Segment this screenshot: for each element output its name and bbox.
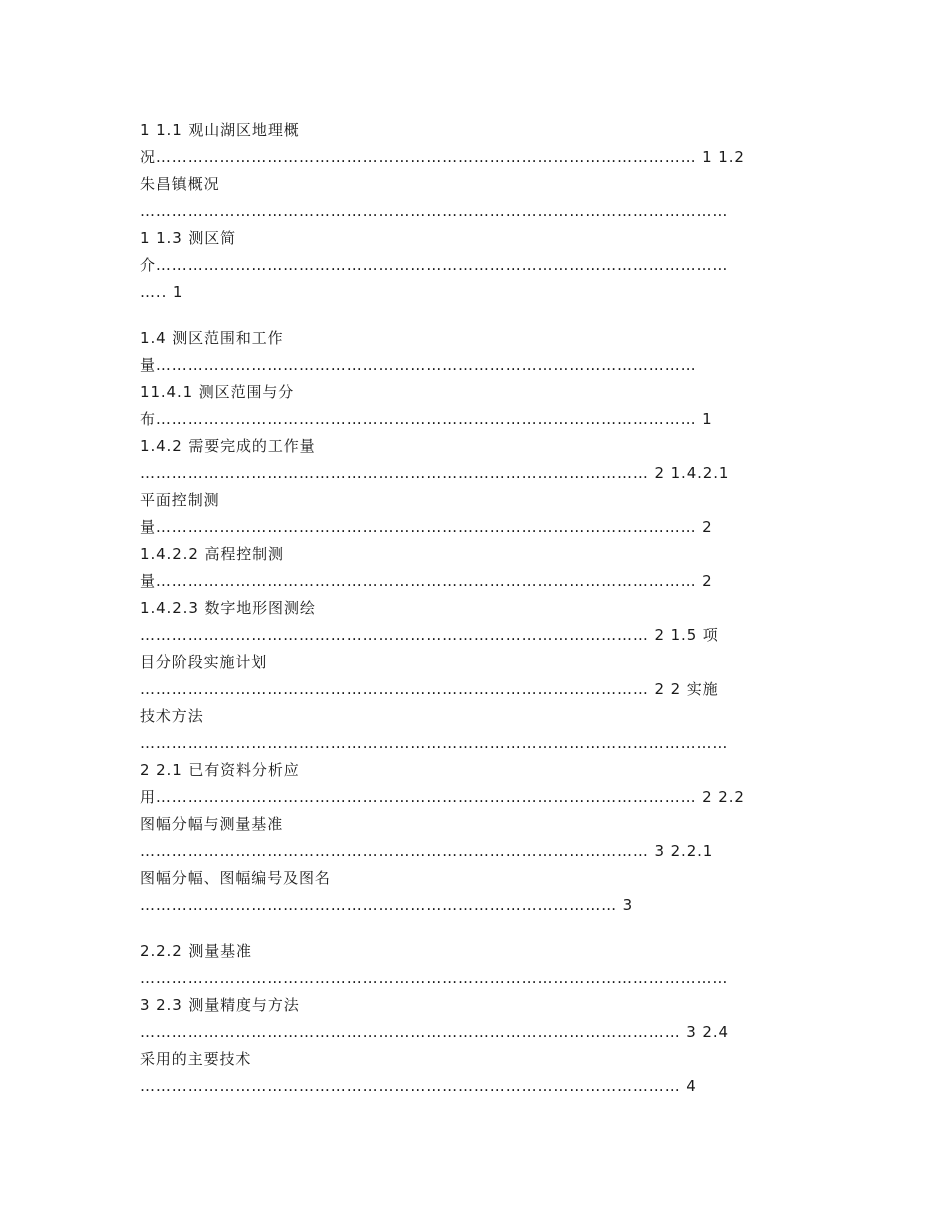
toc-line: …………………………………………………………………………………… 2 1.4.2.1 bbox=[140, 464, 730, 482]
toc-line: 3 2.3 测量精度与方法 bbox=[140, 996, 300, 1014]
toc-line: 量………………………………………………………………………………………… 2 bbox=[140, 518, 713, 536]
toc-line: 图幅分幅与测量基准 bbox=[140, 815, 284, 833]
toc-line: 1.4.2.2 高程控制测 bbox=[140, 545, 284, 563]
toc-line: ………………………………………………………………………………………………… bbox=[140, 734, 729, 752]
toc-line: …………………………………………………………………………………… 2 2 实施 bbox=[140, 680, 719, 698]
toc-line: 介……………………………………………………………………………………………… bbox=[140, 256, 729, 274]
toc-line: 用………………………………………………………………………………………… 2 2.2 bbox=[140, 788, 745, 806]
toc-line: 11.4.1 测区范围与分 bbox=[140, 383, 295, 401]
toc-line: …………………………………………………………………………………… 2 1.5 项 bbox=[140, 626, 719, 644]
toc-line: 图幅分幅、图幅编号及图名 bbox=[140, 869, 331, 887]
toc-line: 采用的主要技术 bbox=[140, 1050, 252, 1068]
section-spacer bbox=[140, 306, 820, 325]
toc-line: ….. 1 bbox=[140, 283, 184, 301]
toc-line: 2 2.1 已有资料分析应 bbox=[140, 761, 300, 779]
toc-line: ……………………………………………………………………………… 3 bbox=[140, 896, 634, 914]
toc-line: 1.4.2.3 数字地形图测绘 bbox=[140, 599, 316, 617]
toc-line: 技术方法 bbox=[140, 707, 204, 725]
toc-line: ………………………………………………………………………………………… 4 bbox=[140, 1077, 697, 1095]
toc-line: 布………………………………………………………………………………………… 1 bbox=[140, 410, 713, 428]
toc-line: ………………………………………………………………………………………… 3 2.4 bbox=[140, 1023, 729, 1041]
table-of-contents bbox=[140, 117, 820, 1100]
toc-line: 1.4.2 需要完成的工作量 bbox=[140, 437, 316, 455]
toc-line: 1.4 测区范围和工作 bbox=[140, 329, 284, 347]
toc-line: 量………………………………………………………………………………………… bbox=[140, 356, 697, 374]
toc-line: 量………………………………………………………………………………………… 2 bbox=[140, 572, 713, 590]
toc-line: …………………………………………………………………………………… 3 2.2.1 bbox=[140, 842, 714, 860]
toc-line: 1 1.3 测区简 bbox=[140, 229, 237, 247]
toc-line: 朱昌镇概况 bbox=[140, 175, 220, 193]
toc-line: ………………………………………………………………………………………………… bbox=[140, 969, 729, 987]
toc-line: 平面控制测 bbox=[140, 491, 220, 509]
toc-line: 2.2.2 测量基准 bbox=[140, 942, 252, 960]
toc-line: 目分阶段实施计划 bbox=[140, 653, 268, 671]
toc-line: 况………………………………………………………………………………………… 1 1.2 bbox=[140, 148, 745, 166]
toc-line: 1 1.1 观山湖区地理概 bbox=[140, 121, 300, 139]
section-spacer bbox=[140, 919, 820, 938]
toc-line: ………………………………………………………………………………………………… bbox=[140, 202, 729, 220]
